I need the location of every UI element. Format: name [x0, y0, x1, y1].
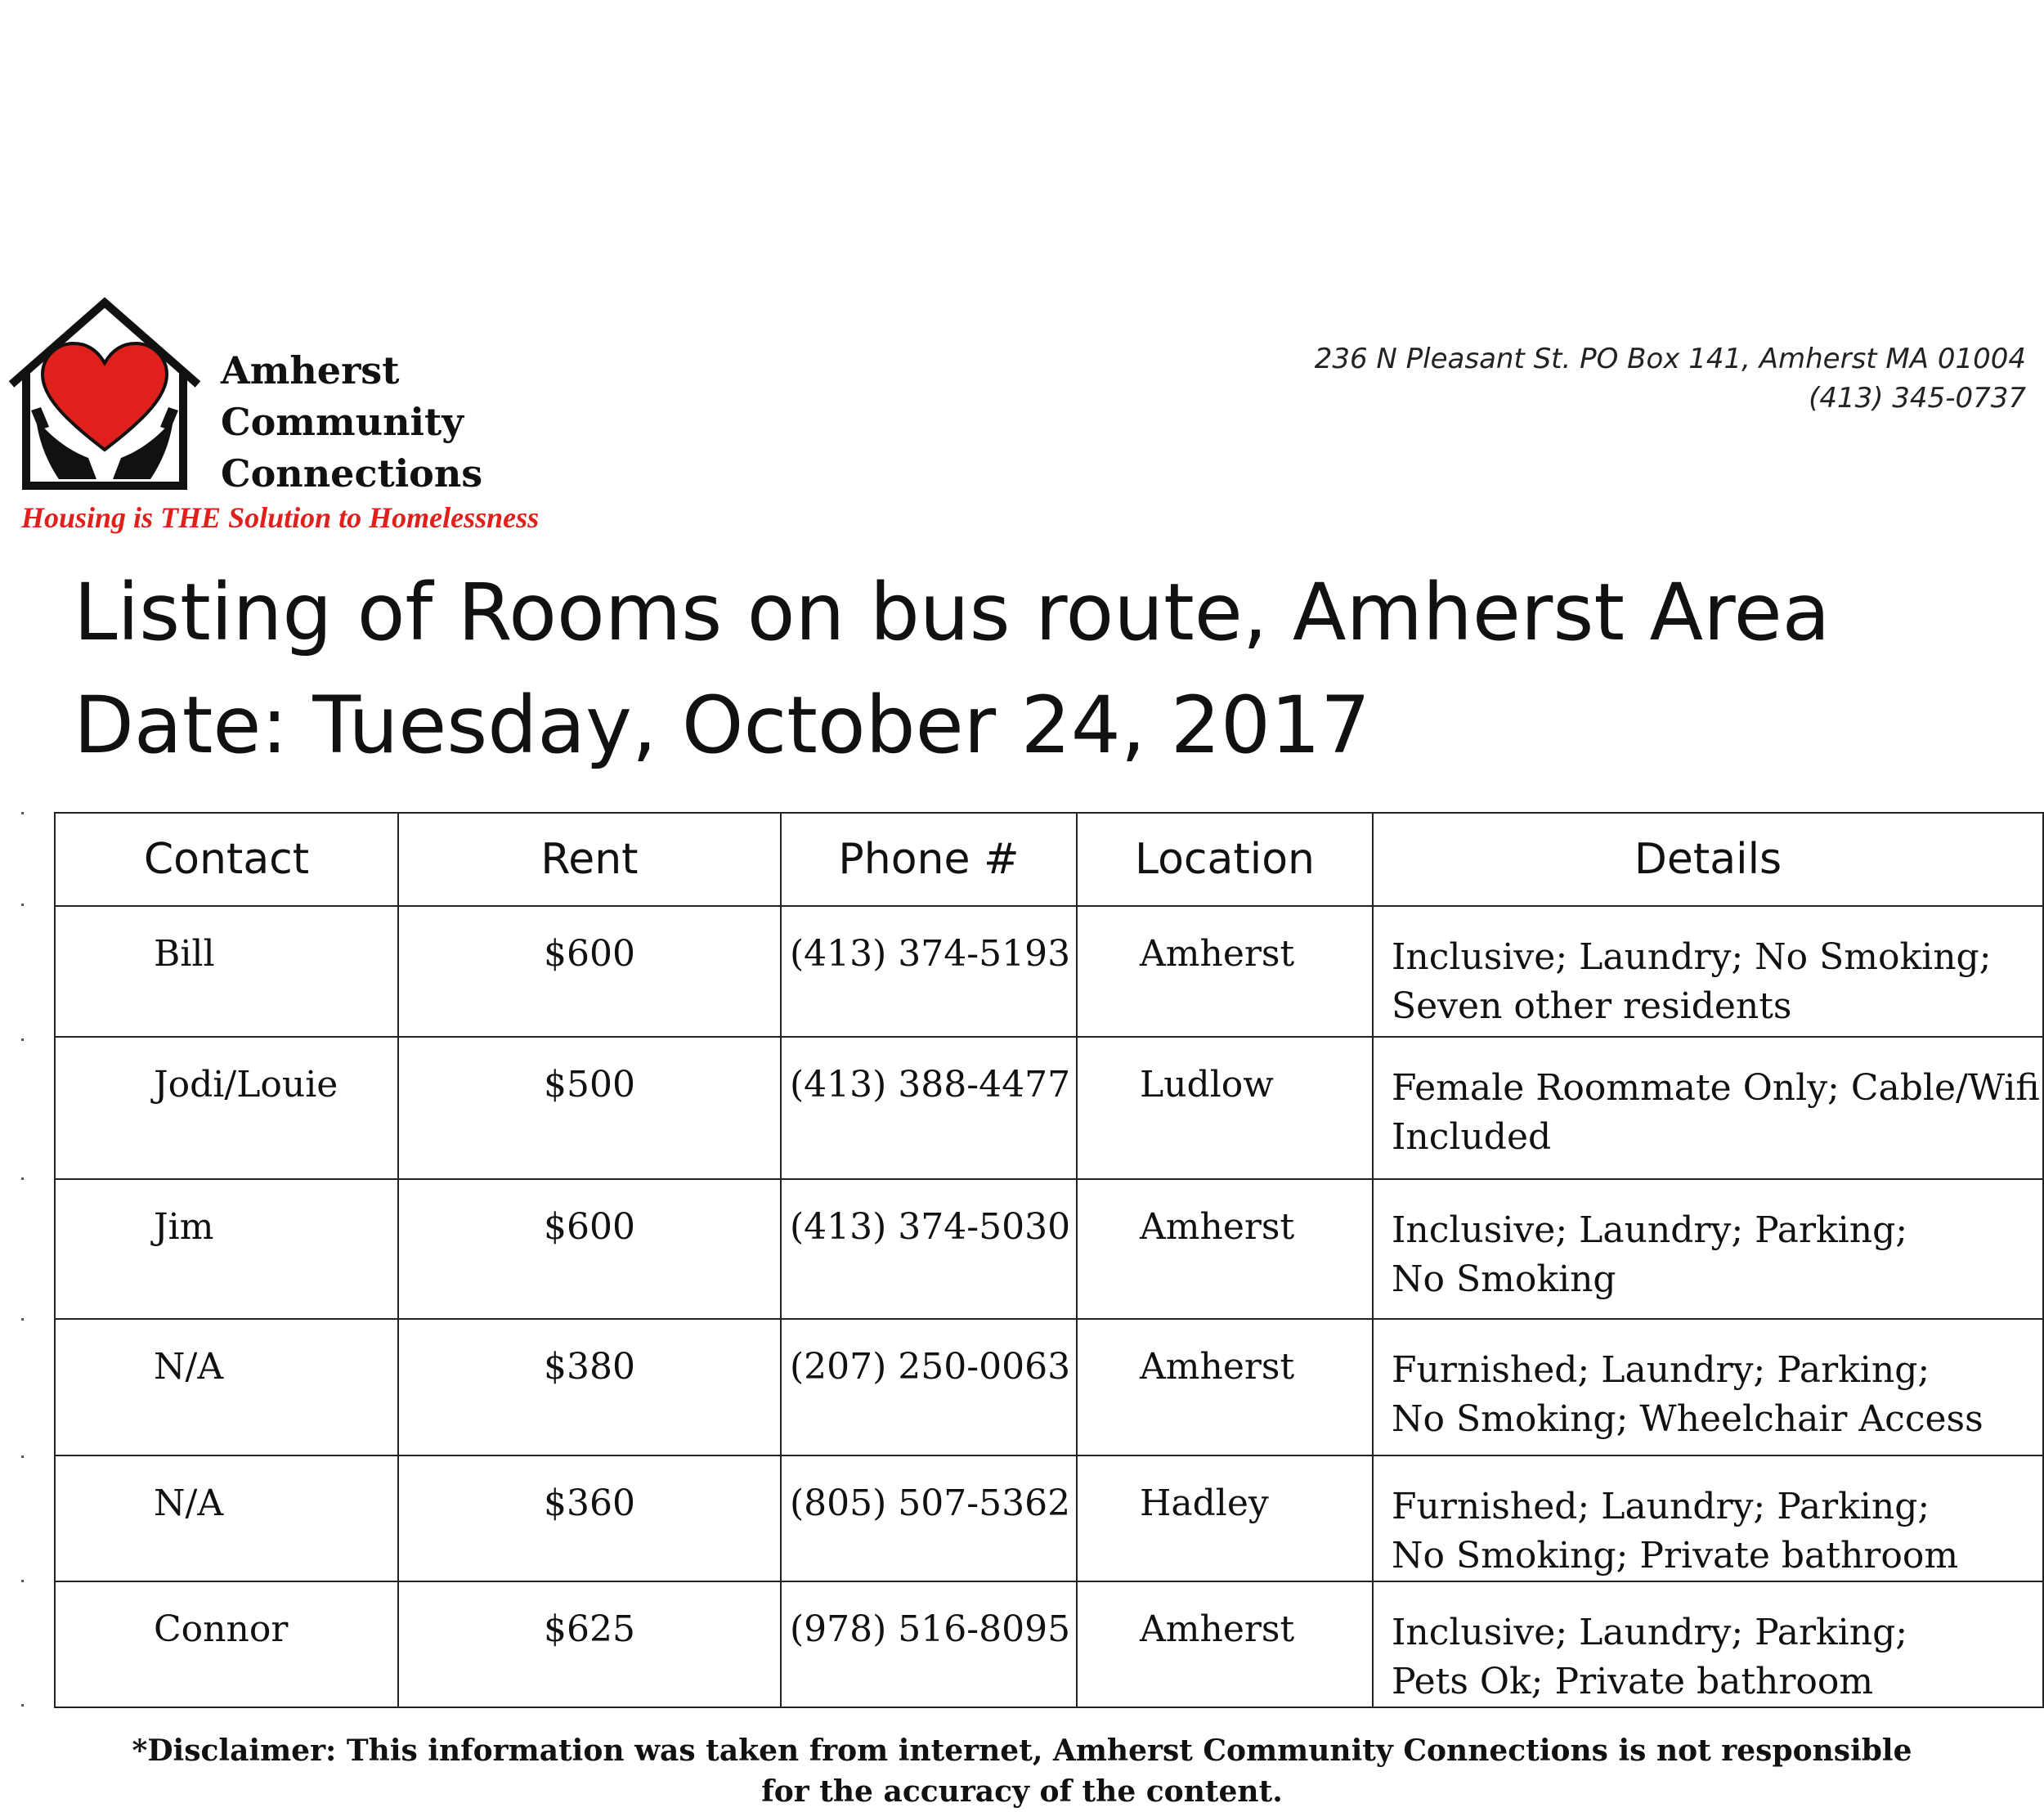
- details-line: Inclusive; Laundry; No Smoking;: [1392, 936, 1992, 978]
- phone-cell: (413) 374-5030: [781, 1179, 1077, 1319]
- phone-cell: (413) 374-5193: [781, 906, 1077, 1037]
- contact-cell: N/A: [55, 1319, 398, 1455]
- rent-cell: $380: [398, 1319, 781, 1455]
- table-row: [55, 906, 2043, 1037]
- details-line: No Smoking; Private bathroom: [1392, 1535, 1959, 1577]
- rent-cell: $600: [398, 906, 781, 1037]
- title-date: Date: Tuesday, October 24, 2017: [74, 680, 1371, 771]
- organization-name-line: Amherst: [221, 348, 400, 392]
- contact-cell: Connor: [55, 1581, 398, 1707]
- margin-dot: [21, 904, 24, 906]
- phone-cell: (207) 250-0063: [781, 1319, 1077, 1455]
- phone-cell: (805) 507-5362: [781, 1455, 1077, 1581]
- contact-cell: Jodi/Louie: [55, 1037, 398, 1179]
- rent-cell: $360: [398, 1455, 781, 1581]
- details-cell: [1373, 1179, 2043, 1319]
- details-line: Included: [1392, 1116, 1552, 1158]
- contact-cell: N/A: [55, 1455, 398, 1581]
- details-cell: [1373, 1319, 2043, 1455]
- table-row: [55, 1037, 2043, 1179]
- column-header-rent: Rent: [398, 813, 781, 906]
- details-cell: [1373, 1581, 2043, 1707]
- room-listing-table: [54, 812, 2044, 1708]
- details-cell: [1373, 1037, 2043, 1179]
- location-cell: Amherst: [1077, 1581, 1373, 1707]
- column-header-phone: Phone #: [781, 813, 1077, 906]
- margin-dot: [21, 1038, 24, 1041]
- column-header-details: Details: [1373, 813, 2043, 906]
- details-line: Female Roommate Only; Cable/Wifi: [1392, 1067, 2040, 1109]
- table-row: [55, 1319, 2043, 1455]
- margin-dot: [21, 812, 24, 814]
- organization-logo: [0, 296, 572, 541]
- disclaimer: [0, 1730, 2044, 1812]
- phone-cell: (413) 388-4477: [781, 1037, 1077, 1179]
- rent-cell: $625: [398, 1581, 781, 1707]
- margin-dot: [21, 1455, 24, 1458]
- address-street: 236 N Pleasant St. PO Box 141, Amherst MA 01004: [1314, 343, 2026, 375]
- organization-tagline: Housing is THE Solution to Homelessness: [21, 501, 540, 534]
- table-row: [55, 1179, 2043, 1319]
- organization-name-line: Community: [221, 400, 464, 444]
- location-cell: Ludlow: [1077, 1037, 1373, 1179]
- details-line: Furnished; Laundry; Parking;: [1392, 1486, 1930, 1527]
- page-title: [74, 556, 1830, 782]
- column-header-location: Location: [1077, 813, 1373, 906]
- disclaimer-line: *Disclaimer: This information was taken from internet, Amherst Community Connections is not responsible: [132, 1734, 1912, 1768]
- disclaimer-line: for the accuracy of the content.: [761, 1774, 1283, 1809]
- contact-cell: Bill: [55, 906, 398, 1037]
- column-header-contact: Contact: [55, 813, 398, 906]
- organization-address: [1315, 339, 2026, 418]
- organization-name-line: Connections: [221, 451, 483, 496]
- rent-cell: $600: [398, 1179, 781, 1319]
- details-line: Pets Ok; Private bathroom: [1392, 1661, 1874, 1702]
- details-cell: [1373, 906, 2043, 1037]
- contact-cell: Jim: [55, 1179, 398, 1319]
- rent-cell: $500: [398, 1037, 781, 1179]
- organization-name: [221, 345, 482, 500]
- table-header-row: [55, 813, 2043, 906]
- table-row: [55, 1581, 2043, 1707]
- details-line: Inclusive; Laundry; Parking;: [1392, 1209, 1908, 1251]
- location-cell: Amherst: [1077, 1319, 1373, 1455]
- phone-cell: (978) 516-8095: [781, 1581, 1077, 1707]
- details-line: No Smoking; Wheelchair Access: [1392, 1398, 1983, 1440]
- details-line: Inclusive; Laundry; Parking;: [1392, 1612, 1908, 1653]
- location-cell: Hadley: [1077, 1455, 1373, 1581]
- title-line: Listing of Rooms on bus route, Amherst Area: [74, 567, 1831, 658]
- details-line: Furnished; Laundry; Parking;: [1392, 1349, 1930, 1391]
- details-cell: [1373, 1455, 2043, 1581]
- margin-dot: [21, 1318, 24, 1321]
- house-heart-hands-icon: [7, 296, 203, 492]
- table-row: [55, 1455, 2043, 1581]
- margin-dot: [21, 1704, 24, 1707]
- margin-dot: [21, 1177, 24, 1180]
- details-line: No Smoking: [1392, 1258, 1616, 1300]
- location-cell: Amherst: [1077, 1179, 1373, 1319]
- location-cell: Amherst: [1077, 906, 1373, 1037]
- margin-dot: [21, 1580, 24, 1582]
- details-line: Seven other residents: [1392, 985, 1792, 1027]
- address-phone: (413) 345-0737: [1809, 382, 2026, 415]
